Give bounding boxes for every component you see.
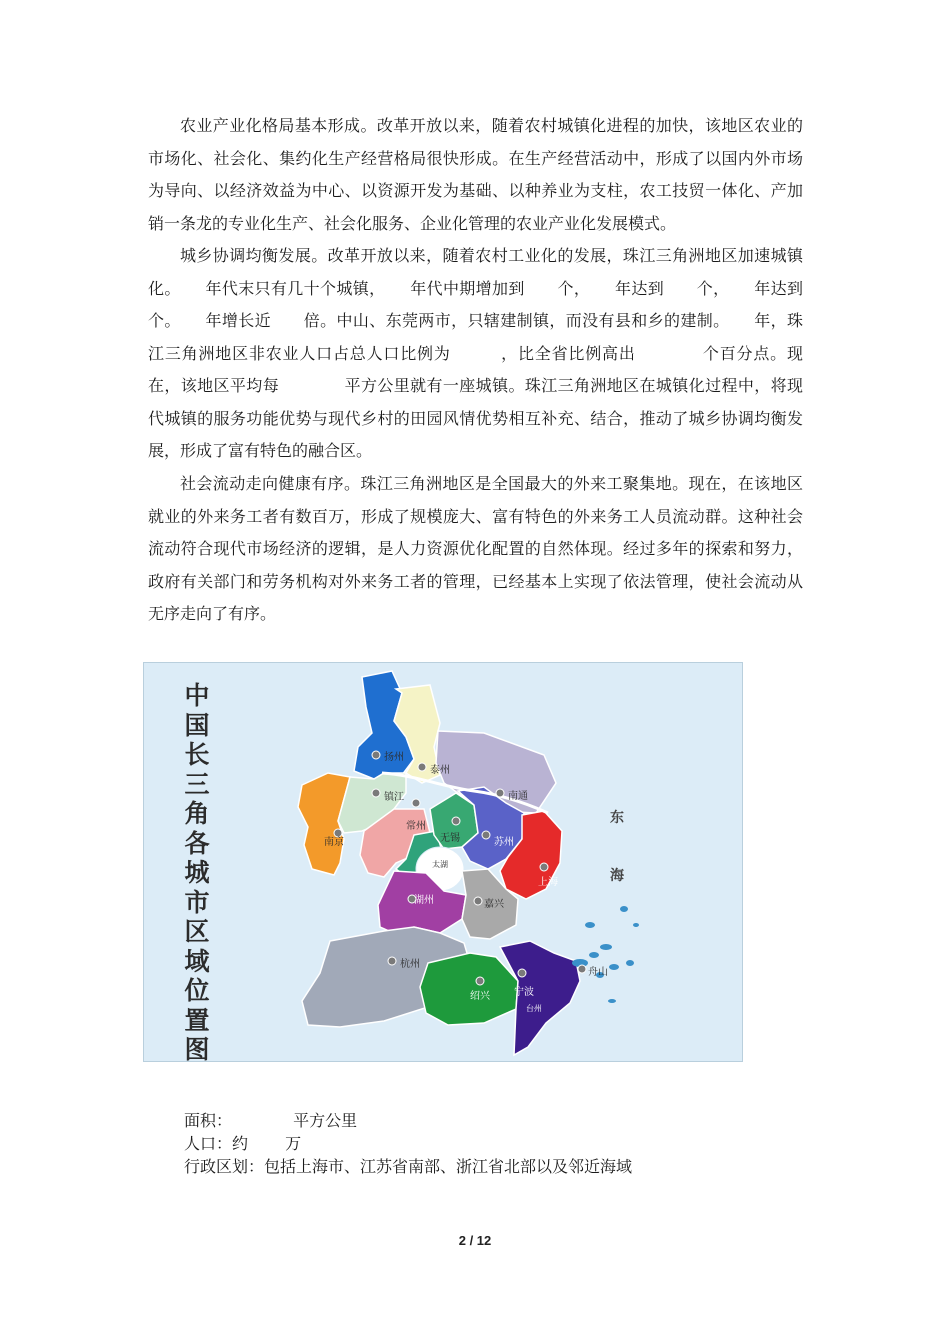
label-suzhou: 苏州 [494, 837, 514, 848]
city-dot-suzhou [482, 831, 490, 839]
city-dot-shanghai [540, 863, 548, 871]
label-taizhou-zj: 台州 [526, 1004, 542, 1013]
paragraph-agri-industrialization: 农业产业化格局基本形成。改革开放以来，随着农村城镇化进程的加快，该地区农业的市场化、社会化、集约化生产经营格局很快形成。在生产经营活动中，形成了以国内外市场为导向、以经济效益为中心、以资源开发为基础、以种养业为支柱，农工技贸一体化、产加销一条龙的专业化生产、社会化服务、企业化管理的农业产业化发展模式。 [148, 116, 803, 233]
yangtze-delta-map [143, 662, 743, 1062]
info-area: 面积： 平方公里 [184, 1111, 358, 1130]
label-nanjing: 南京 [324, 837, 344, 848]
label-shaoxing: 绍兴 [470, 991, 490, 1002]
label-zhoushan: 舟山 [588, 967, 608, 978]
city-dot-zhenjiang [372, 789, 380, 797]
map-title: 中国长三角各城市区域位置图 [184, 681, 210, 1064]
city-dot-jiaxing [474, 897, 482, 905]
label-sea-east: 东 [610, 810, 624, 826]
paragraph-urban-rural: 城乡协调均衡发展。改革开放以来，随着农村工业化的发展，珠江三角洲地区加速城镇化。 年代末只有几十个城镇， 年代中期增加到 个， 年达到 个， 年达到 个。 年增长近 倍。中山、东莞两市，只辖建制镇，而没有县和乡的建制。 年，珠江三角洲地区非农业人口占总人口比例为 ，比全省比例高出 个百分点。现在，该地区平均每 平方公里就有一座城镇。珠江三角洲地区在城镇化过程中，将现代城镇的服务功能优势与现代乡村的田园风情优势相互补充、结合，推动了城乡协调均衡发展，形成了富有特色的融合区。 [148, 246, 836, 460]
page-number: 2 / 12 [458, 1233, 492, 1248]
label-hangzhou: 杭州 [400, 959, 420, 970]
info-admin-division: 行政区划：包括上海市、江苏省南部、浙江省北部以及邻近海域 [184, 1157, 633, 1176]
label-yangzhou: 扬州 [384, 752, 404, 763]
city-dot-hangzhou [388, 957, 396, 965]
city-dot-nantong [496, 789, 504, 797]
city-dot-ningbo [518, 969, 526, 977]
city-dot-wuxi [452, 817, 460, 825]
city-dot-yangzhou [372, 751, 380, 759]
city-dot-shaoxing [476, 977, 484, 985]
label-taihu-1: 太湖 [432, 860, 448, 869]
info-population: 人口：约 万 [184, 1134, 302, 1153]
label-ningbo: 宁波 [514, 987, 534, 998]
city-dot-taizhou-js [418, 763, 426, 771]
region-zhoushan-islands [572, 906, 639, 1003]
region-shaoxing [420, 953, 518, 1025]
label-wuxi: 无锡 [440, 833, 460, 844]
label-zhenjiang: 镇江 [384, 792, 404, 803]
label-shanghai: 上海 [538, 877, 558, 888]
label-taizhou-js: 泰州 [430, 765, 450, 776]
label-nantong: 南通 [508, 791, 528, 802]
city-dot-changzhou [412, 799, 420, 807]
label-huzhou: 湖州 [414, 895, 434, 906]
label-sea-sea: 海 [610, 868, 624, 884]
label-changzhou: 常州 [406, 821, 426, 832]
paragraph-social-mobility: 社会流动走向健康有序。珠江三角洲地区是全国最大的外来工聚集地。现在，在该地区就业的外来务工者有数百万，形成了规模庞大、富有特色的外来务工人员流动群。这种社会流动符合现代市场经济的逻辑，是人力资源优化配置的自然体现。经过多年的探索和努力，政府有关部门和劳务机构对外来务工者的管理，已经基本上实现了依法管理，使社会流动从无序走向了有序。 [148, 474, 803, 623]
city-dot-zhoushan [578, 965, 586, 973]
label-jiaxing: 嘉兴 [484, 899, 504, 910]
